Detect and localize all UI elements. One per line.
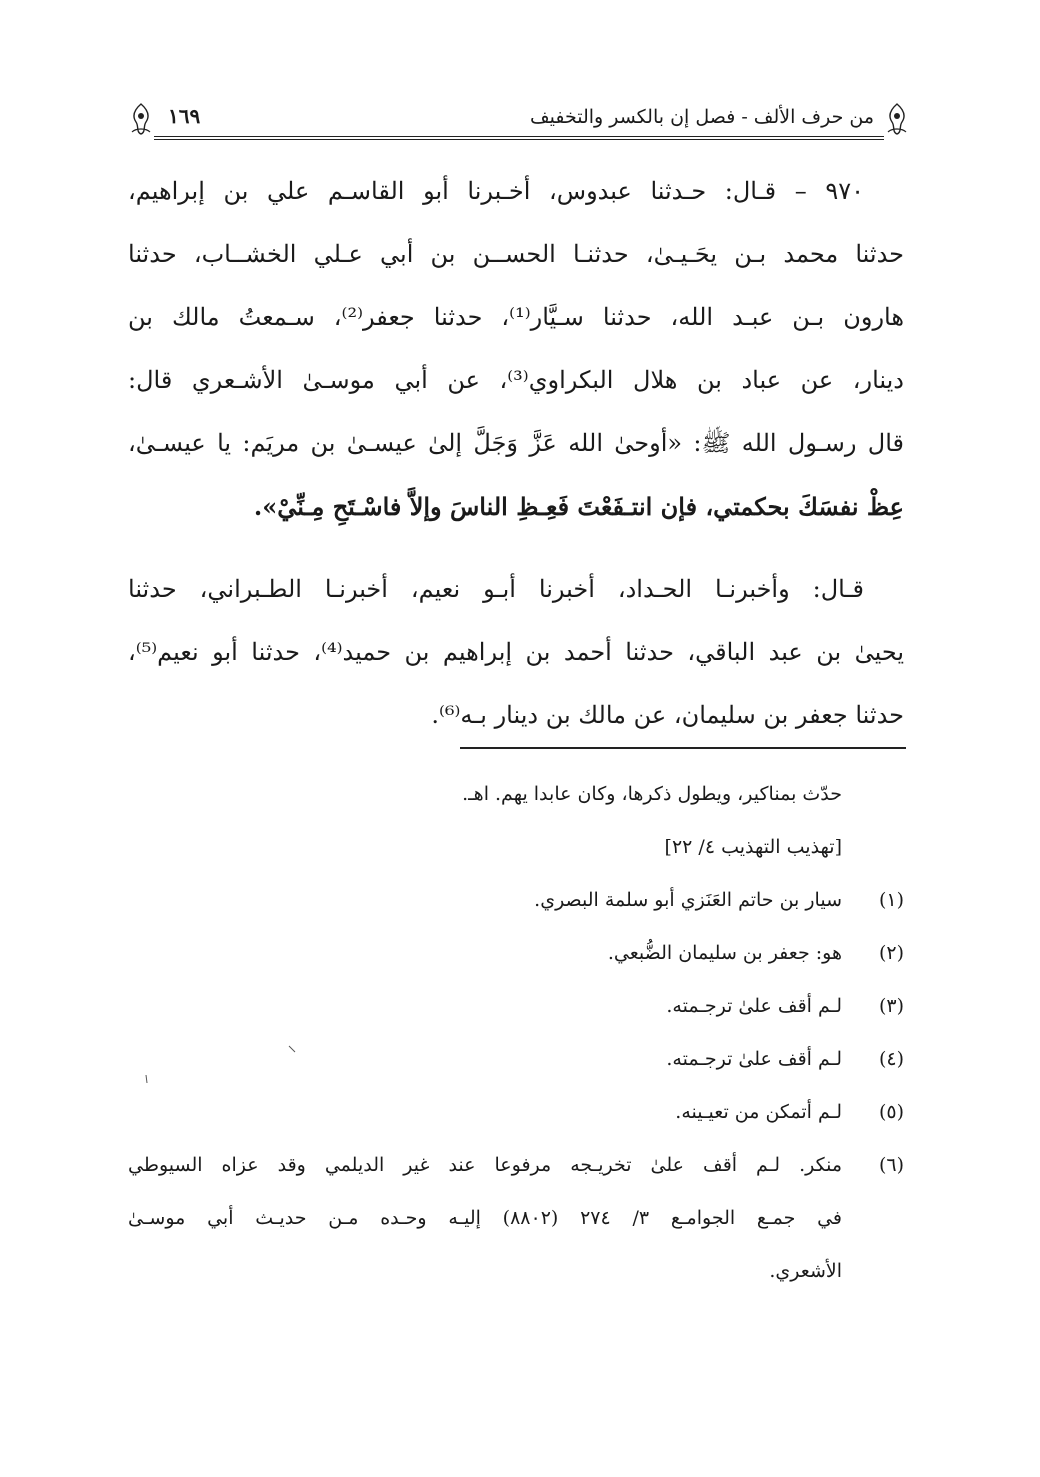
footnote-text: هو: جعفر بن سليمان الضُّبعي. bbox=[607, 942, 842, 964]
footnote-carry-over-line: حدّث بمناكير، ويطول ذكرها، وكان عابدا يهم. اهـ. bbox=[462, 783, 842, 805]
page-header bbox=[128, 100, 910, 144]
footnote-text: لـم أقف علىٰ ترجـمته. bbox=[666, 995, 842, 1017]
hadith-line: ٩٧٠ – قـال: حـدثنا عبدوس، أخـبرنا أبو القاسـم علي بن إبراهيم، bbox=[128, 177, 864, 205]
footnotes bbox=[128, 768, 904, 1298]
ornament-left-icon bbox=[128, 102, 154, 136]
main-text bbox=[128, 160, 904, 747]
hadith-line: هارون بـن عبـد الله، حدثنا سـيَّار⁽¹⁾، حدثنا جعفر⁽²⁾، سـمعتُ مالك بن bbox=[128, 303, 904, 331]
page-number: ١٦٩ bbox=[168, 104, 201, 128]
footnote-number: (٢) bbox=[878, 942, 904, 964]
footnote-number: (١) bbox=[878, 889, 904, 911]
footnote-separator bbox=[460, 747, 906, 749]
footnote-carry-over-line: [تهذيب التهذيب ٤/ ٢٢] bbox=[664, 836, 842, 858]
chain-line: قـال: وأخبرنـا الحـداد، أخبرنا أبـو نعيم، أخبرنـا الطـبراني، حدثنا bbox=[128, 575, 864, 603]
hadith-line: عِظْ نفسَكَ بحكمتي، فإن انتـفَعْتَ فَعِـظِ الناسَ وإلاَّ فاسْـتَحِ مِـنِّيْ». bbox=[253, 492, 904, 521]
footnote-item bbox=[128, 980, 904, 1033]
chain-line: حدثنا جعفر بن سليمان، عن مالك بن دينار بـه⁽⁶⁾. bbox=[431, 701, 904, 729]
footnote-number: (٦) bbox=[878, 1154, 904, 1176]
footnote-number: (٤) bbox=[878, 1048, 904, 1070]
footnote-text: لـم أقف علىٰ ترجـمته. bbox=[666, 1048, 842, 1070]
footnote-number: (٣) bbox=[878, 995, 904, 1017]
footnote-item bbox=[128, 874, 904, 927]
footnote-continuation-line: في جمـع الجوامـع ٣/ ٢٧٤ (٨٨٠٢) إليـه وحـده مـن حديـث أبي موسـىٰ bbox=[128, 1207, 842, 1229]
header-rule bbox=[154, 136, 884, 140]
hadith-line: قال رسـول الله ﷺ: «أوحىٰ الله عَزَّ وَجَلَّ إلىٰ عيسـىٰ بن مريَم: يا عيسـىٰ، bbox=[128, 429, 904, 457]
footnote-item bbox=[128, 1086, 904, 1139]
ornament-right-icon bbox=[884, 102, 910, 136]
hadith-line: حدثنا محمد بـن يحَـيـىٰ، حدثنـا الحســن بن أبي عـلي الخشــاب، حدثنا bbox=[128, 240, 904, 268]
footnote-text: سيار بن حاتم العَنَزي أبو سلمة البصري. bbox=[534, 889, 842, 911]
hadith-line: دينار، عن عباد بن هلال البكراوي⁽³⁾، عن أبي موسـىٰ الأشـعري قال: bbox=[128, 366, 904, 394]
footnote-item bbox=[128, 927, 904, 980]
chain-line: يحيىٰ بن عبد الباقي، حدثنا أحمد بن إبراهيم بن حميد⁽⁴⁾، حدثنا أبو نعيم⁽⁵⁾، bbox=[128, 638, 904, 666]
footnote-text: منكر. لـم أقف علىٰ تخريـجه مرفوعا عند غير الديلمي وقد عزاه السيوطي bbox=[128, 1154, 842, 1176]
running-title: من حرف الألف - فصل إن بالكسر والتخفيف bbox=[529, 106, 874, 128]
footnote-text: لـم أتمكن من تعيـينه. bbox=[675, 1101, 842, 1123]
footnote-item bbox=[128, 1139, 904, 1192]
footnote-number: (٥) bbox=[878, 1101, 904, 1123]
footnote-item bbox=[128, 1033, 904, 1086]
footnote-continuation-line: الأشعري. bbox=[769, 1260, 842, 1282]
